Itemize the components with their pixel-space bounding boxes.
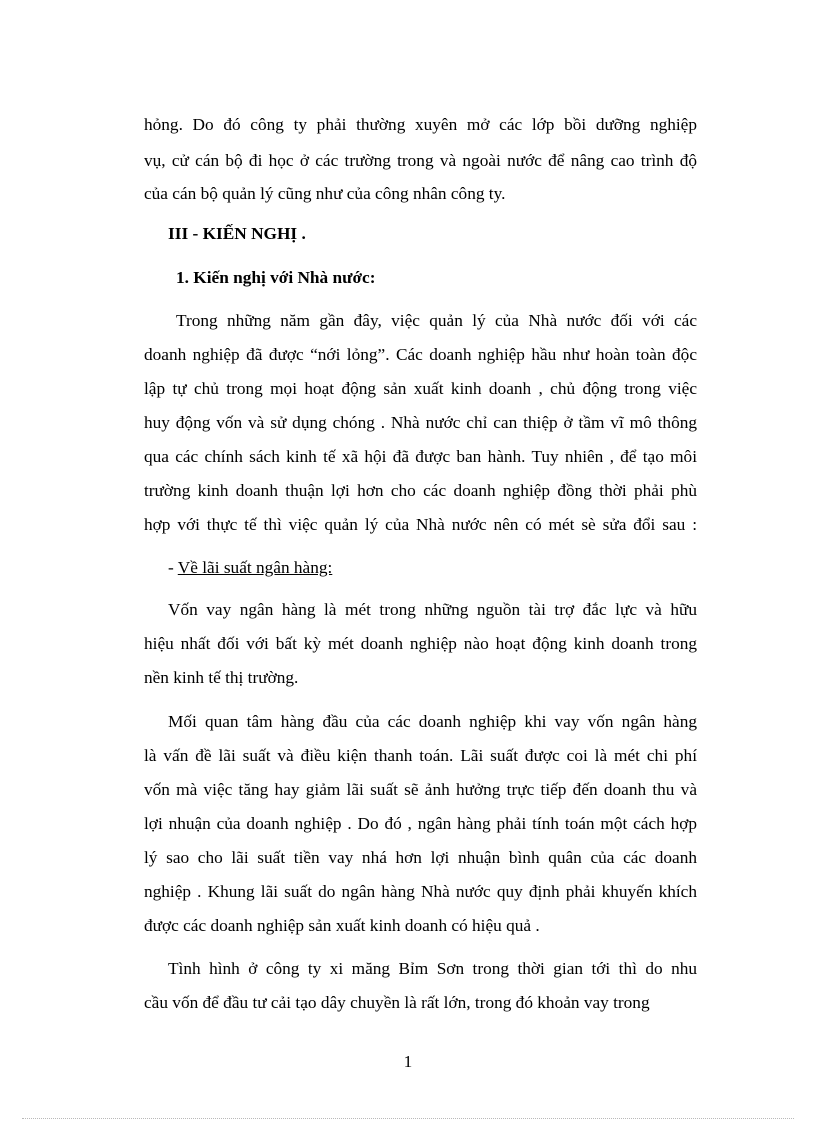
paragraph-line: cầu vốn để đầu tư cải tạo dây chuyền là rất lớn, trong đó khoản vay trong (144, 993, 650, 1012)
paragraph-line: lợi nhuận của doanh nghiệp . Do đó , ngân hàng phải tính toán một cách hợp (144, 814, 697, 833)
paragraph-line: nền kinh tế thị trường. (144, 668, 299, 687)
paragraph-line: của cán bộ quản lý cũng như của công nhân công ty. (144, 184, 506, 203)
page-bottom-divider (22, 1118, 794, 1119)
paragraph-line: lý sao cho lãi suất tiền vay nhá hơn lợi nhuận bình quân của các doanh (144, 848, 697, 867)
bullet-heading (168, 556, 721, 580)
paragraph-line: qua các chính sách kinh tế xã hội đã được ban hành. Tuy nhiên , để tạo môi (144, 447, 697, 466)
paragraph-line: Mối quan tâm hàng đầu của các doanh nghiệp khi vay vốn ngân hàng (168, 712, 697, 731)
paragraph-line: vốn mà việc tăng hay giảm lãi suất sẽ ảnh hưởng trực tiếp đến doanh thu và (144, 780, 697, 799)
paragraph-line: Vốn vay ngân hàng là mét trong những nguồn tài trợ đắc lực và hữu (168, 600, 697, 619)
section-heading: III - KIẾN NGHỊ . (168, 224, 306, 243)
paragraph-line: hợp với thực tế thì việc quản lý của Nhà nước nên có mét sè sửa đổi sau : (144, 515, 697, 534)
paragraph-line: hỏng. Do đó công ty phải thường xuyên mở các lớp bồi dưỡng nghiệp (144, 115, 697, 134)
paragraph-line: Trong những năm gần đây, việc quản lý của Nhà nước đối với các (176, 311, 697, 330)
paragraph-line: nghiệp . Khung lãi suất do ngân hàng Nhà nước quy định phải khuyến khích (144, 882, 697, 901)
page-number: 1 (403, 1052, 413, 1071)
paragraph-line: trường kinh doanh thuận lợi hơn cho các doanh nghiệp đồng thời phải phù (144, 481, 697, 500)
paragraph-line: Tình hình ở công ty xi măng Bỉm Sơn trong thời gian tới thì do nhu (168, 959, 697, 978)
bullet-heading-text: Về lãi suất ngân hàng: (177, 558, 333, 577)
paragraph-line: được các doanh nghiệp sản xuất kinh doanh có hiệu quả . (144, 916, 540, 935)
bullet-dash: - (168, 558, 178, 577)
paragraph-line: hiệu nhất đối với bất kỳ mét doanh nghiệp nào hoạt động kinh doanh trong (144, 634, 697, 653)
subsection-heading: 1. Kiến nghị với Nhà nước: (176, 268, 376, 287)
paragraph-line: huy động vốn và sử dụng chóng . Nhà nước chỉ can thiệp ở tầm vĩ mô thông (144, 413, 697, 432)
paragraph-line: là vấn đề lãi suất và điều kiện thanh toán. Lãi suất được coi là mét chi phí (144, 746, 697, 765)
paragraph-line: doanh nghiệp đã được “nới lỏng”. Các doanh nghiệp hầu như hoàn toàn độc (144, 345, 697, 364)
paragraph-line: lập tự chủ trong mọi hoạt động sản xuất kinh doanh , chủ động trong việc (144, 379, 697, 398)
paragraph-line: vụ, cử cán bộ đi học ở các trường trong và ngoài nước để nâng cao trình độ (144, 151, 697, 170)
